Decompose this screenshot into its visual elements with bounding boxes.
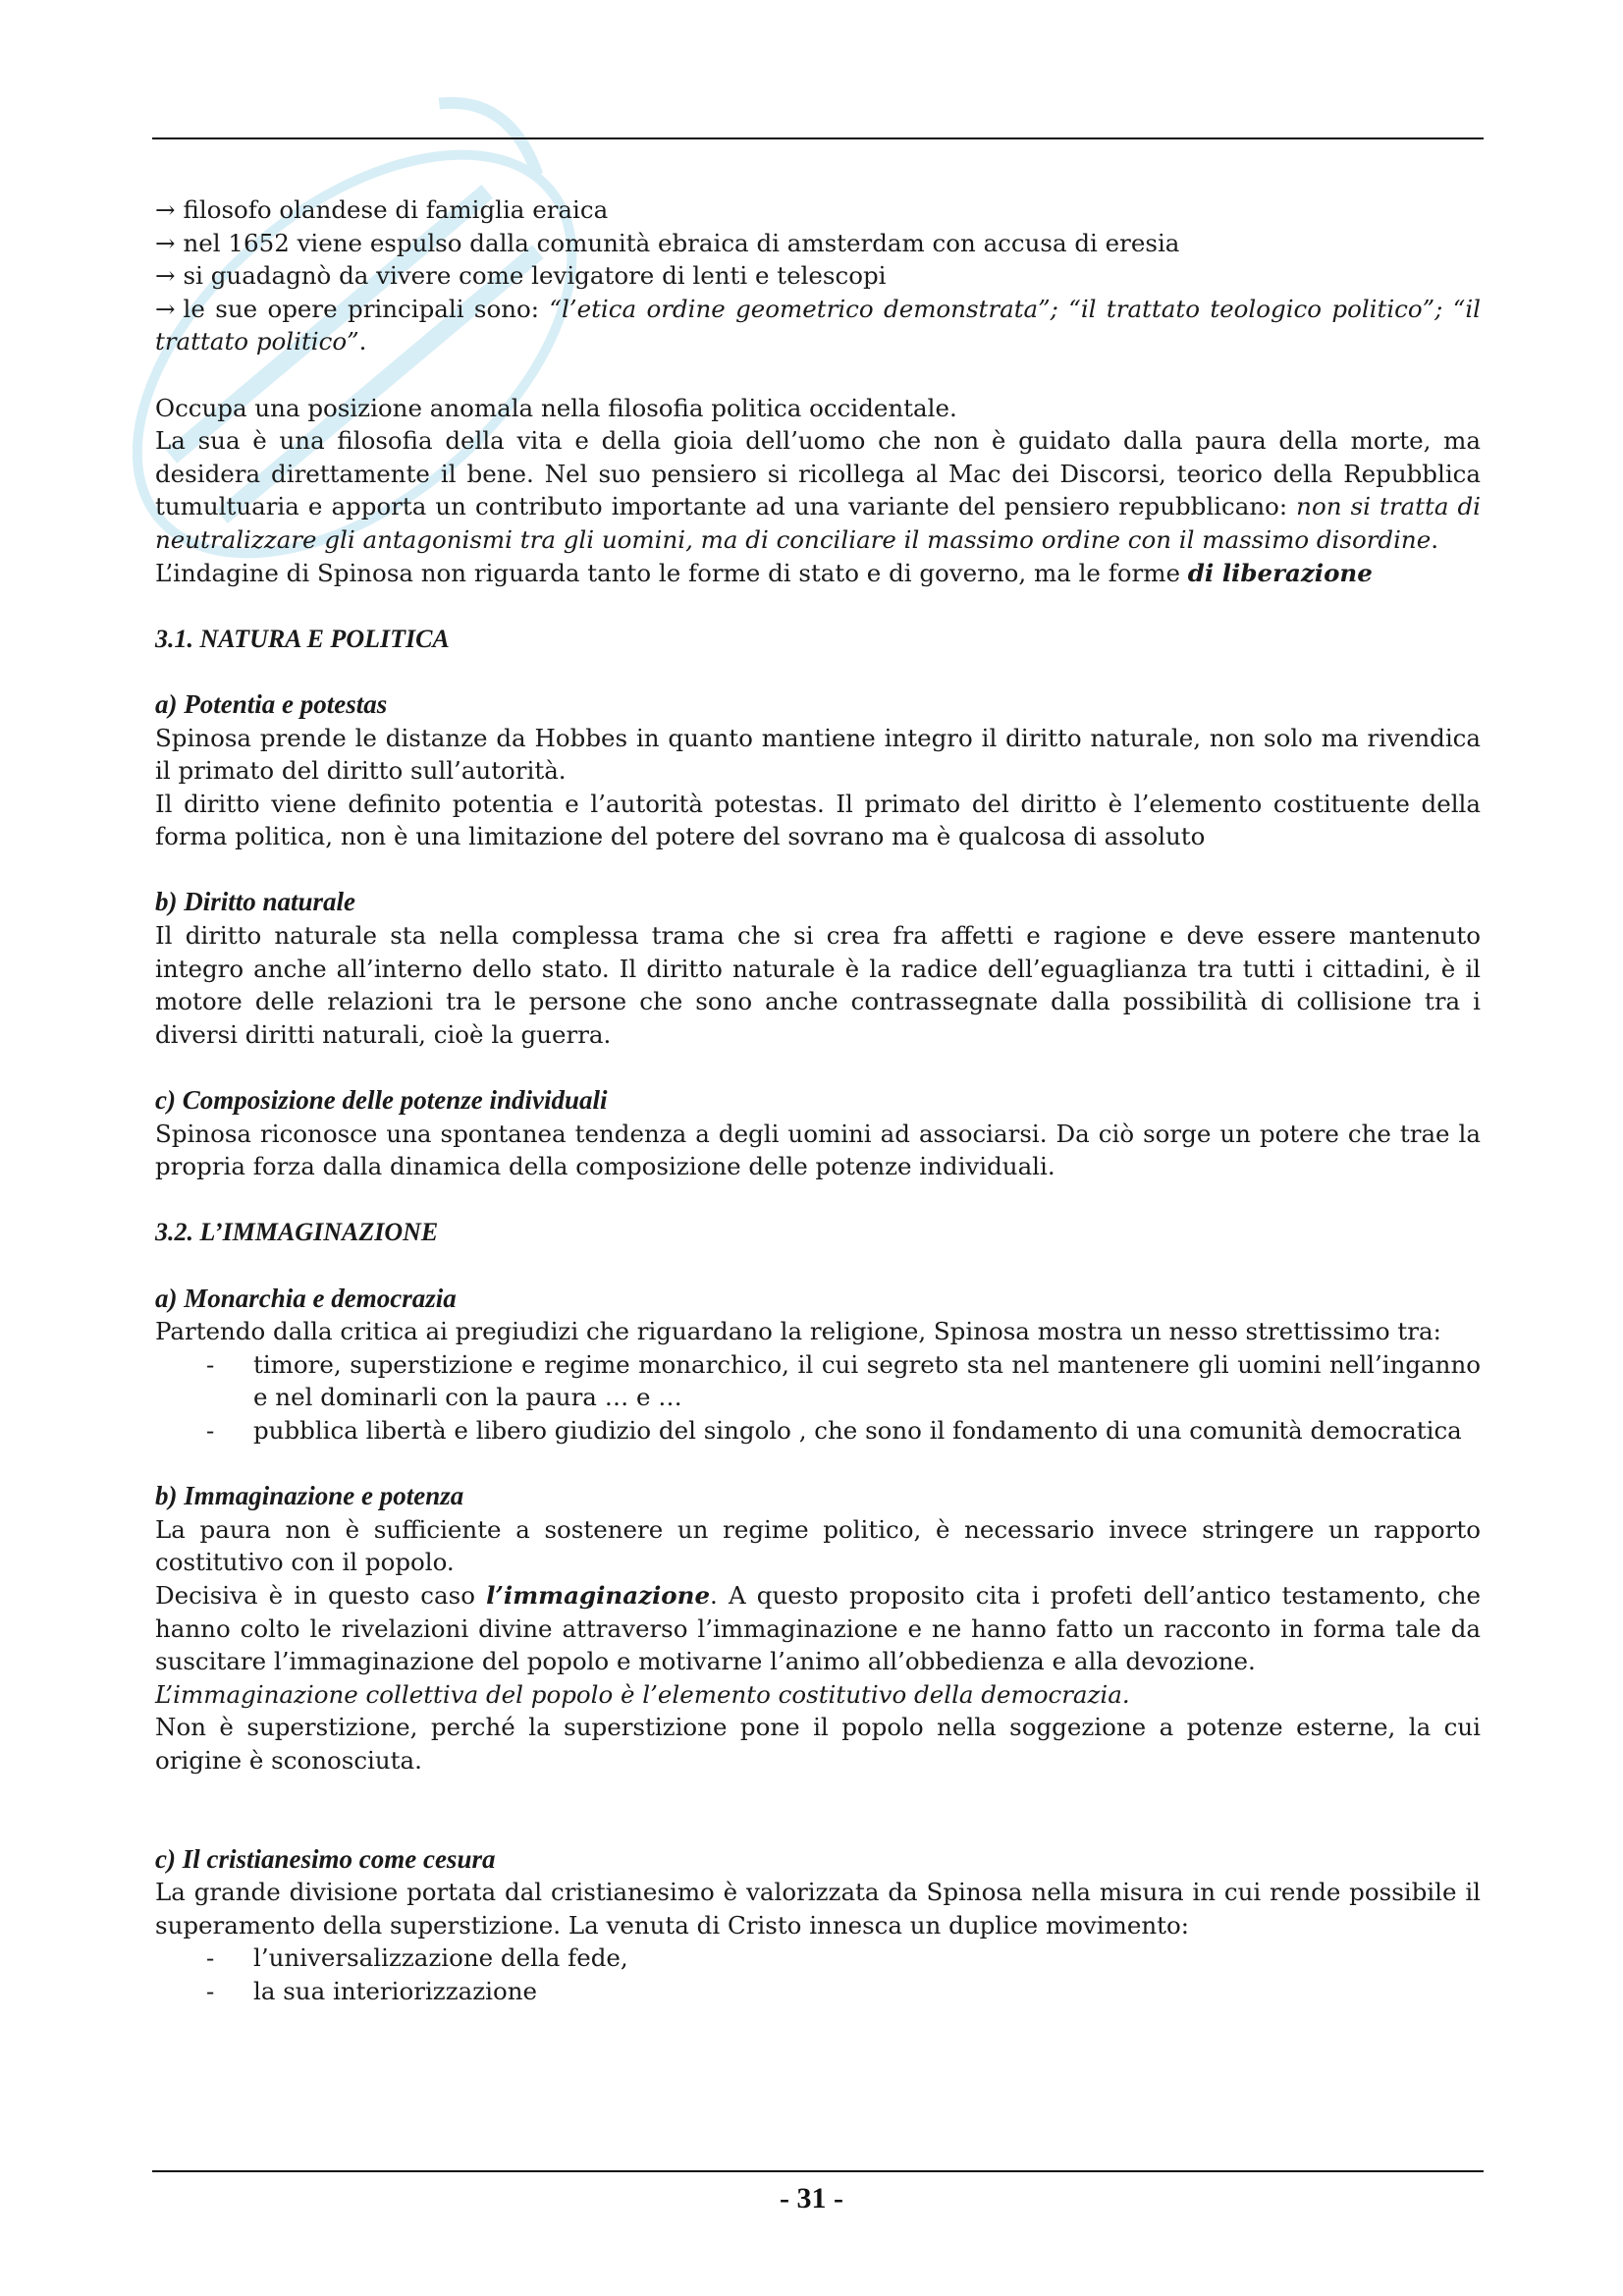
- arrow-icon: →: [155, 261, 176, 291]
- dash-icon: -: [206, 1977, 215, 2006]
- dash-icon: -: [206, 1415, 215, 1445]
- page-content: [155, 193, 1481, 2008]
- paragraph: Spinosa riconosce una spontanea tendenza a degli uomini ad associarsi. Da ciò sorge un potere che trae la propria forza dalla dinamica della composizione delle potenze individuali.: [155, 1119, 1481, 1181]
- paragraph: La grande divisione portata dal cristianesimo è valorizzata da Spinosa nella misura in cui rende possibile il superamento della superstizione. La venuta di Cristo innesca un duplice movimento:: [155, 1878, 1481, 1940]
- list-item: - pubblica libertà e libero giudizio del singolo , che sono il fondamento di una comunità democratica: [206, 1414, 1481, 1448]
- overview-line: Occupa una posizione anomala nella filosofia politica occidentale.: [155, 393, 957, 422]
- dash-icon: -: [206, 1349, 215, 1379]
- subsection-title: b) Immaginazione e potenza: [155, 1481, 464, 1511]
- page-number: - 31 -: [780, 2182, 843, 2214]
- arrow-icon: →: [155, 228, 176, 257]
- subsection-title: c) Il cristianesimo come cesura: [155, 1843, 496, 1874]
- paragraph: L’immaginazione collettiva del popolo è l’elemento costitutivo della democrazia.: [155, 1679, 1130, 1709]
- dash-icon: -: [206, 1943, 215, 1973]
- overview-paragraph: La sua è una filosofia della vita e della gioia dell’uomo che non è guidato dalla paura della morte, ma desidera direttamente il bene. Nel suo pensiero si ricollega al Mac dei Discorsi, teorico della Repubblica tumultuaria e apporta un contributo importante ad una variante del pensiero repubblicano: non si tratta di neutralizzare gli antagonismi tra gli uomini, ma di conciliare il massimo ordine con il massimo disordine.: [155, 426, 1481, 554]
- list-item: - la sua interiorizzazione: [206, 1975, 1481, 2008]
- header-rule: [152, 137, 1484, 139]
- intro-bullet-opere: → le sue opere principali sono: “l’etica ordine geometrico demonstrata”; “il trattato teologico politico”; “il trattato politico”.: [155, 294, 1481, 356]
- subsection-title: a) Monarchia e democrazia: [155, 1283, 457, 1313]
- arrow-icon: →: [155, 195, 176, 224]
- paragraph: Non è superstizione, perché la superstizione pone il popolo nella soggezione a potenze esterne, la cui origine è sconosciuta.: [155, 1713, 1481, 1775]
- indagine-paragraph: L’indagine di Spinosa non riguarda tanto le forme di stato e di governo, ma le forme di liberazione: [155, 558, 1373, 587]
- arrow-icon: →: [155, 294, 176, 323]
- paragraph: Partendo dalla critica ai pregiudizi che riguardano la religione, Spinosa mostra un nesso strettissimo tra:: [155, 1317, 1441, 1346]
- intro-bullet: → filosofo olandese di famiglia eraica: [155, 195, 609, 224]
- intro-bullet: → si guadagnò da vivere come levigatore di lenti e telescopi: [155, 261, 887, 291]
- paragraph: Decisiva è in questo caso l’immaginazione. A questo proposito cita i profeti dell’antico testamento, che hanno colto le rivelazioni divine attraverso l’immaginazione e ne hanno fatto un racconto in forma tale da suscitare l’immaginazione del popolo e motivarne l’animo all’obbedienza e alla devozione.: [155, 1580, 1482, 1676]
- intro-bullet: → nel 1652 viene espulso dalla comunità ebraica di amsterdam con accusa di eresia: [155, 228, 1180, 257]
- subsection-title: a) Potentia e potestas: [155, 688, 388, 719]
- section-title: 3.1. NATURA E POLITICA: [155, 624, 450, 653]
- paragraph: La paura non è sufficiente a sostenere un regime politico, è necessario invece stringere un rapporto costitutivo con il popolo.: [155, 1514, 1481, 1577]
- paragraph: Spinosa prende le distanze da Hobbes in quanto mantiene integro il diritto naturale, non solo ma rivendica il primato del diritto sull’autorità.: [155, 723, 1481, 786]
- section-title: 3.2. L’IMMAGINAZIONE: [155, 1218, 439, 1247]
- list-item: - timore, superstizione e regime monarchico, il cui segreto sta nel mantenere gli uomini nell’inganno e nel dominarli con la paura … e …: [206, 1348, 1481, 1414]
- paragraph: Il diritto naturale sta nella complessa trama che si crea fra affetti e ragione e deve essere mantenuto integro anche all’interno dello stato. Il diritto naturale è la radice dell’eguaglianza tra tutti i cittadini, è il motore delle relazioni tra le persone che sono anche contrassegnate dalla possibilità di collisione tra i diversi diritti naturali, cioè la guerra.: [155, 921, 1481, 1049]
- list-item: - l’universalizzazione della fede,: [206, 1941, 1481, 1975]
- footer-rule: [152, 2170, 1484, 2172]
- subsection-title: b) Diritto naturale: [155, 887, 356, 917]
- subsection-title: c) Composizione delle potenze individuali: [155, 1085, 608, 1116]
- paragraph: Il diritto viene definito potentia e l’autorità potestas. Il primato del diritto è l’elemento costituente della forma politica, non è una limitazione del potere del sovrano ma è qualcosa di assoluto: [155, 789, 1481, 851]
